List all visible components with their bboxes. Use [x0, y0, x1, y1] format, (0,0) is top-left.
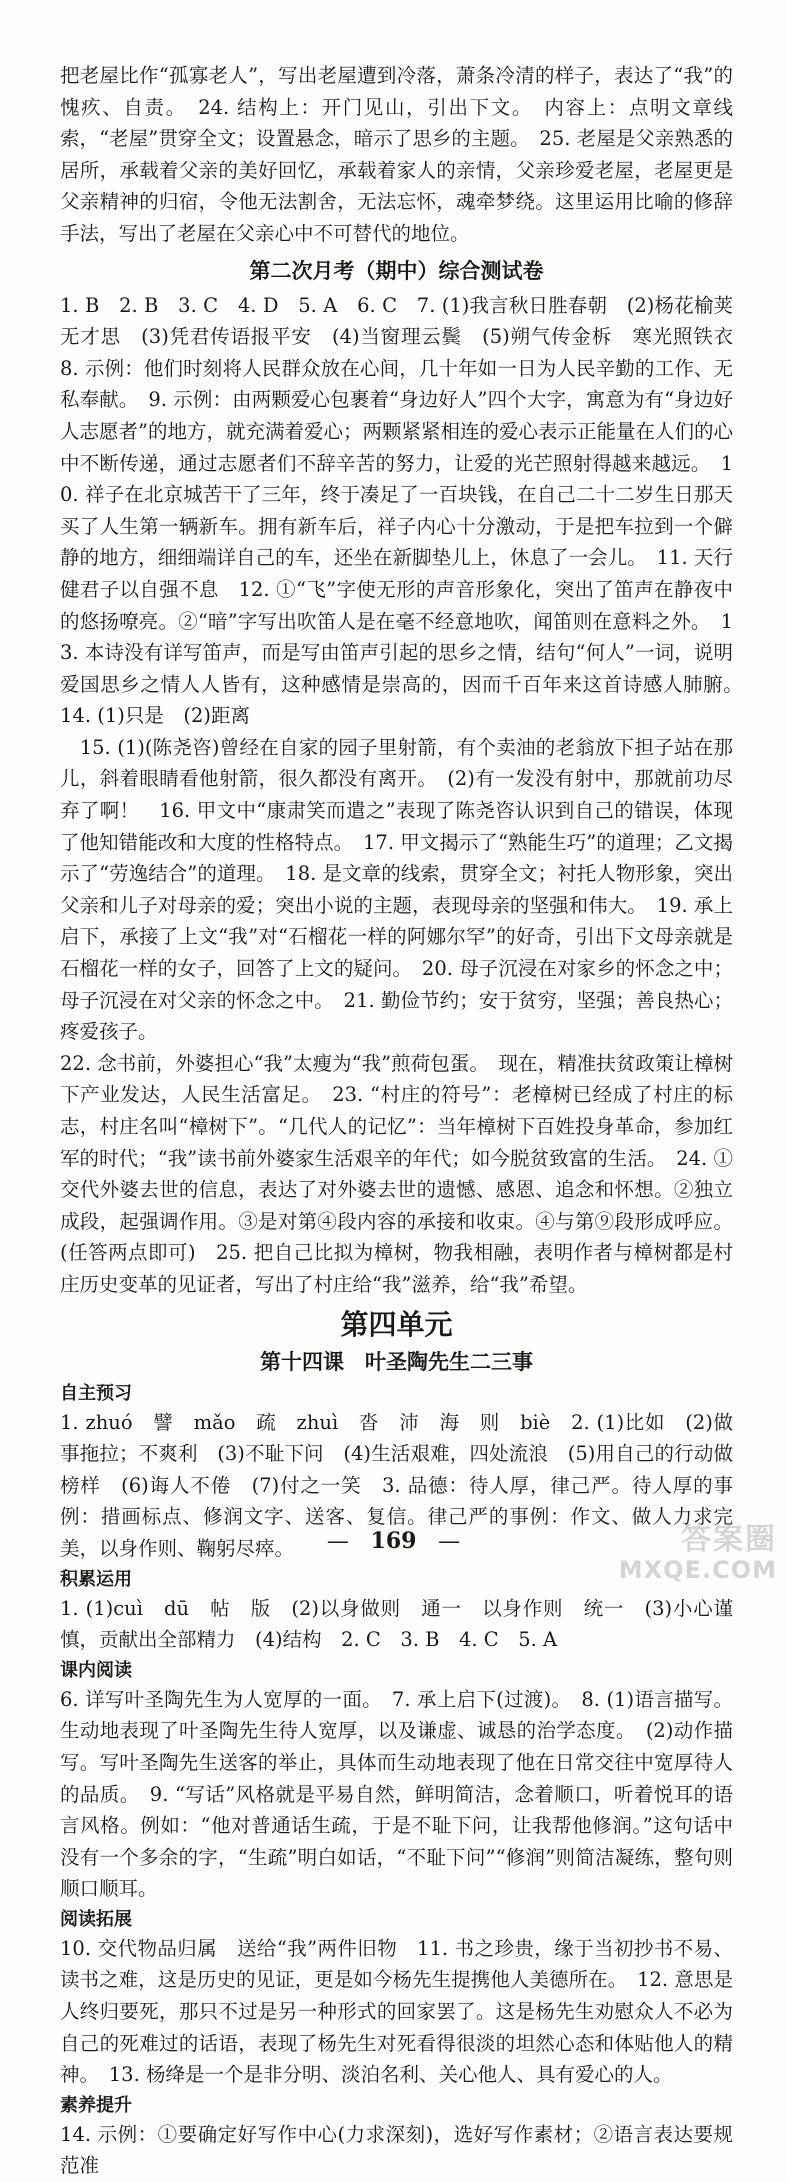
- section-heading: 课内阅读: [60, 1659, 132, 1681]
- page-number-value: 169: [370, 1528, 417, 1554]
- answer-paragraph: 1. B 2. B 3. C 4. D 5. A 6. C 7. (1)我言秋日胜春朝 (2)杨花榆荚无才思 (3)凭君传语报平安 (4)当窗理云鬓 (5)朔气传金柝 寒光照铁衣 8. 示例：他们时刻将人民群众放在心间，几十年如一日为人民辛勤的工作、无私奉献。 9. 示例：由两颗爱心包裹着“身边好人”四个大字，寓意为有“身边好人志愿者”的地方，就充满着爱心；两颗紧紧相连的爱心表示正能量在人们的心中不断传递，通过志愿者们不辞辛苦的努力，让爱的光芒照射得越来越远。 10. 祥子在北京城苦干了三年，终于凑足了一百块钱，在自己二十二岁生日那天买了人生第一辆新车。拥有新车后，祥子内心十分激动，于是把车拉到一个僻静的地方，细细端详自己的车，还坐在新脚垫儿上，休息了一会儿。 11. 天行健君子以自强不息 12. ①“飞”字使无形的声音形象化，突出了笛声在静夜中的悠扬嘹亮。②“暗”字写出吹笛人是在毫不经意地吹，闻笛则在意料之外。 13. 本诗没有详写笛声，而是写由笛声引起的思乡之情，结句“何人”一词，说明爱国思乡之情人人皆有，这种感情是崇高的，因而千百年来这首诗感人肺腑。 14. (1)只是 (2)距离: [60, 293, 753, 728]
- answer-paragraph: 22. 念书前，外婆担心“我”太瘦为“我”煎荷包蛋。 现在，精准扶贫政策让樟树下产业发达，人民生活富足。 23. “村庄的符号”：老樟树已经成了村庄的标志，村庄名叫“樟树下”。“几代人的记忆”：当年樟树下百姓投身革命，参加红军的时代；“我”读书前外婆家生活艰辛的年代；如今脱贫致富的生活。 24. ①交代外婆去世的信息，表达了对外婆去世的遗憾、感恩、追念和怀想。②独立成段，起强调作用。③是对第④段内容的承接和收束。④与第⑨段形成呼应。(任答两点即可) 25. 把自己比拟为樟树，物我相融，表明作者与樟树都是村庄历史变革的见证者，写出了村庄给“我”滋养，给“我”希望。: [60, 1051, 733, 1296]
- unit-title: 第四单元: [340, 1307, 453, 1341]
- answer-paragraph: 1. zhuó 譬 mǎo 疏 zhuì 沓 沛 海 则 biè 2. (1)比如 (2)做事拖拉；不爽利 (3)不耻下问 (4)生活艰难，四处流浪 (5)用自己的行动做榜样 (6)诲人不倦 (7)付之一笑 3. 品德：待人厚，律己严。待人厚的事例：措画标点、修润文字、送客、复信。律己严的事例：作文、做人力求完美，以身作则、鞠躬尽瘁。: [60, 1410, 733, 1560]
- page-dash-left: —: [326, 1529, 349, 1554]
- watermark-top: 答案圈: [681, 1522, 777, 1557]
- test-title: 第二次月考（期中）综合测试卷: [249, 257, 544, 283]
- answer-paragraph: 15. (1)(陈尧咨)曾经在自家的园子里射箭，有个卖油的老翁放下担子站在那儿，斜着眼睛看他射箭，很久都没有离开。 (2)有一发没有射中，那就前功尽弃了啊！ 16. 甲文中“康肃笑而遣之”表现了陈尧咨认识到自己的错误，体现了他知错能改和大度的性格特点。 17. 甲文揭示了“熟能生巧”的道理；乙文揭示了“劳逸结合”的道理。 18. 是文章的线索，贯穿全文；衬托人物形象，突出父亲和儿子对母亲的爱；突出小说的主题，表现母亲的坚强和伟大。 19. 承上启下，承接了上文“我”对“石榴花一样的阿娜尔罕”的好奇，引出下文母亲就是石榴花一样的女子，回答了上文的疑问。 20. 母子沉浸在对家乡的怀念之中；母子沉浸在对父亲的怀念之中。 21. 勤俭节约；安于贫穷，坚强；善良热心；疼爱孩子。: [60, 735, 733, 1044]
- answer-paragraph: 把老屋比作“孤寡老人”，写出老屋遭到冷落，萧条冷清的样子，表达了“我”的愧疚、自责。 24. 结构上：开门见山，引出下文。 内容上：点明文章线索，“老屋”贯穿全文；设置悬念，暗示了思乡的主题。 25. 老屋是父亲熟悉的居所，承载着父亲的美好回忆，承载着家人的亲情，父亲珍爱老屋，老屋更是父亲精神的归宿，令他无法割舍，无法忘怀，魂牵梦绕。这里运用比喻的修辞手法，写出了老屋在父亲心中不可替代的地位。: [60, 64, 733, 245]
- section-heading: 素养提升: [60, 2094, 132, 2116]
- lesson-title: 第十四课 叶圣陶先生二三事: [260, 1348, 533, 1374]
- section-heading: 阅读拓展: [60, 1908, 132, 1930]
- page-dash-right: —: [438, 1529, 461, 1554]
- answer-paragraph: 6. 详写叶圣陶先生为人宽厚的一面。 7. 承上启下(过渡)。 8. (1)语言描写。生动地表现了叶圣陶先生待人宽厚，以及谦虚、诚恳的治学态度。 (2)动作描写。写叶圣陶先生送客的举止，具体而生动地表现了他在日常交往中宽厚待人的品质。 9. “写话”风格就是平易自然，鲜明简洁，念着顺口，听着悦耳的语言风格。例如：“他对普通话生疏，于是不耻下问，让我帮他修润。”这句话中没有一个多余的字，“生疏”明白如话，“不耻下问”“修润”则简洁凝练，整句则顺口顺耳。: [60, 1687, 733, 1901]
- answer-paragraph: 10. 交代物品归属 送给“我”两件旧物 11. 书之珍贵，缘于当初抄书不易、读书之难，这是历史的见证，更是如今杨先生提携他人美德所在。 12. 意思是人终归要死，那只不过是另一种形式的回家罢了。这是杨先生劝慰众人不必为自己的死难过的话语，表现了杨先生对死看得很淡的坦然心态和体贴他人的精神。 13. 杨绛是一个是非分明、淡泊名利、关心他人、具有爱心的人。: [60, 1936, 733, 2087]
- answer-paragraph: 1. (1)cuì dū 帖 版 (2)以身做则 通一 以身作则 统一 (3)小心谨慎，贡献出全部精力 (4)结构 2. C 3. B 4. C 5. A: [60, 1596, 733, 1652]
- watermark-bottom: MXQE.COM: [618, 1556, 777, 1584]
- section-heading: 自主预习: [60, 1382, 132, 1404]
- section-heading: 积累运用: [60, 1568, 132, 1590]
- watermark-logo: [618, 1512, 777, 1592]
- answer-paragraph: 14. 示例：①要确定好写作中心(力求深刻)，选好写作素材；②语言表达要规范准: [60, 2122, 733, 2178]
- page-content: [60, 60, 753, 2182]
